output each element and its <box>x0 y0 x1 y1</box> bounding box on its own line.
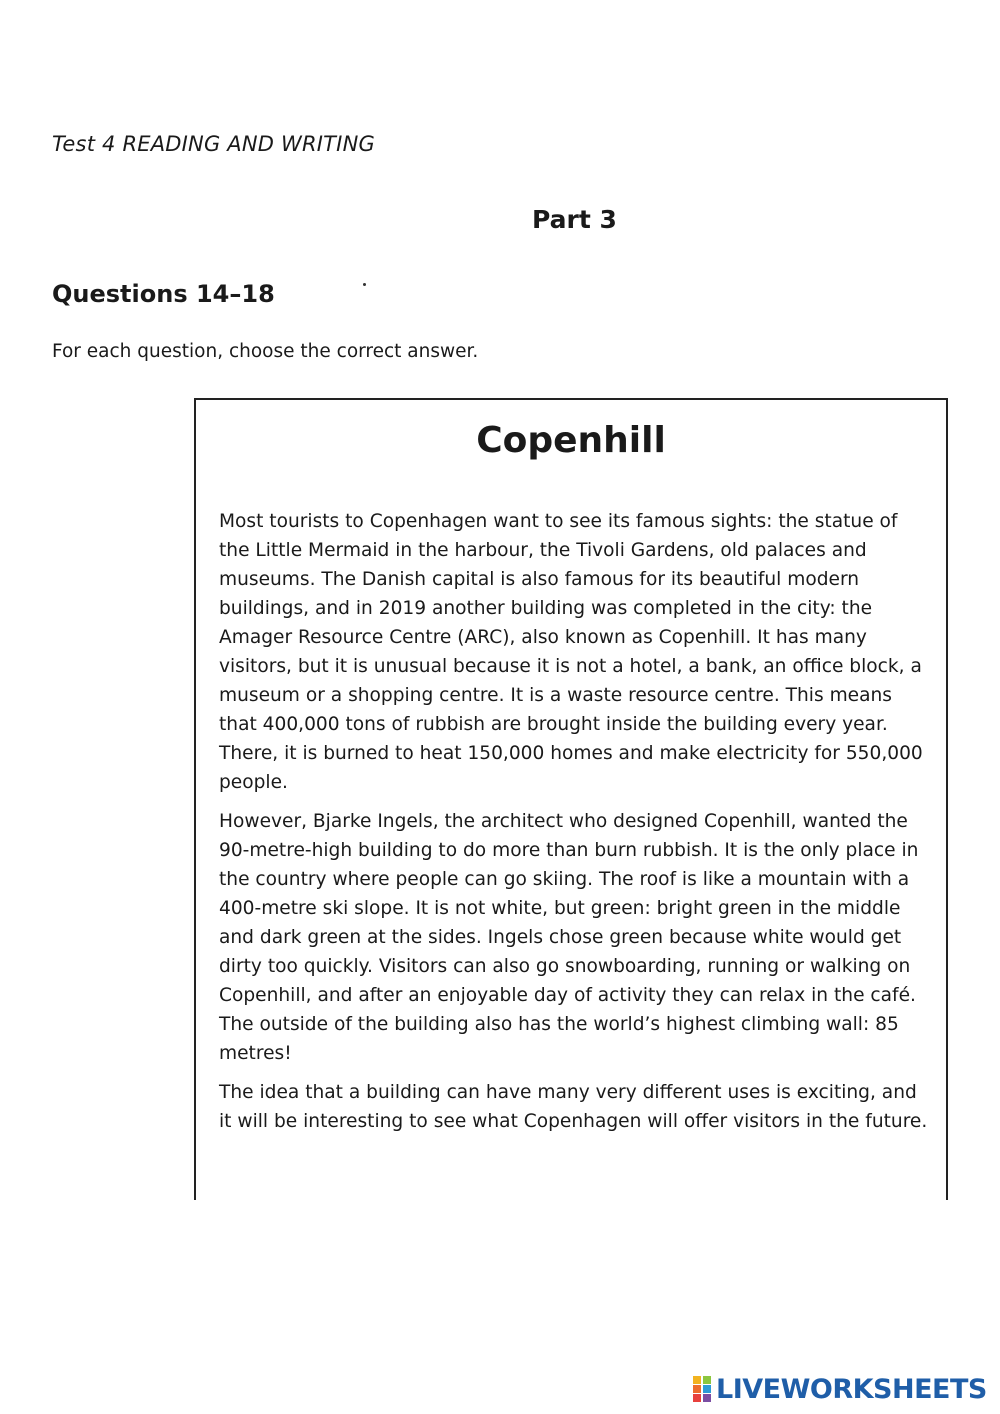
article-title: Copenhill <box>476 420 666 461</box>
part-title: Part 3 <box>532 205 617 234</box>
test-header: Test 4 READING AND WRITING <box>52 132 375 156</box>
article-box <box>194 398 948 1200</box>
liveworksheets-logo-icon <box>693 1376 713 1402</box>
article-paragraph: However, Bjarke Ingels, the architect who designed Copenhill, wanted the 90-metre-high building to do more than burn rubbish. It is the only place in the country where people can go skiing. The roof is like a mountain with a 400-metre ski slope. It is not white, but green: bright green in the middle and dark green at the sides. Ingels chose green because white would get dirty too quickly. Visitors can also go snowboarding, running or walking on Copenhill, and after an enjoyable day of activity they can relax in the café. The outside of the building also has the world’s highest climbing wall: 85 metres! <box>219 811 919 1064</box>
article-paragraph: The idea that a building can have many very different uses is exciting, and it will be interesting to see what Copenhagen will offer visitors in the future. <box>219 1082 928 1132</box>
article-paragraph: Most tourists to Copenhagen want to see its famous sights: the statue of the Little Mermaid in the harbour, the Tivoli Gardens, old palaces and museums. The Danish capital is also famous for its beautiful modern buildings, and in 2019 another building was completed in the city: the Amager Resource Centre (ARC), also known as Copenhill. It has many visitors, but it is unusual because it is not a hotel, a bank, an office block, a museum or a shopping centre. It is a waste resource centre. This means that 400,000 tons of rubbish are brought inside the building every year. There, it is burned to heat 150,000 homes and make electricity for 550,000 people. <box>219 511 923 793</box>
liveworksheets-logo-text: LIVEWORKSHEETS <box>716 1373 987 1405</box>
stray-dot <box>363 283 366 286</box>
questions-heading: Questions 14–18 <box>52 280 275 308</box>
article-body <box>219 507 931 1146</box>
liveworksheets-logo <box>693 1374 987 1404</box>
instruction-text: For each question, choose the correct answer. <box>52 341 479 362</box>
